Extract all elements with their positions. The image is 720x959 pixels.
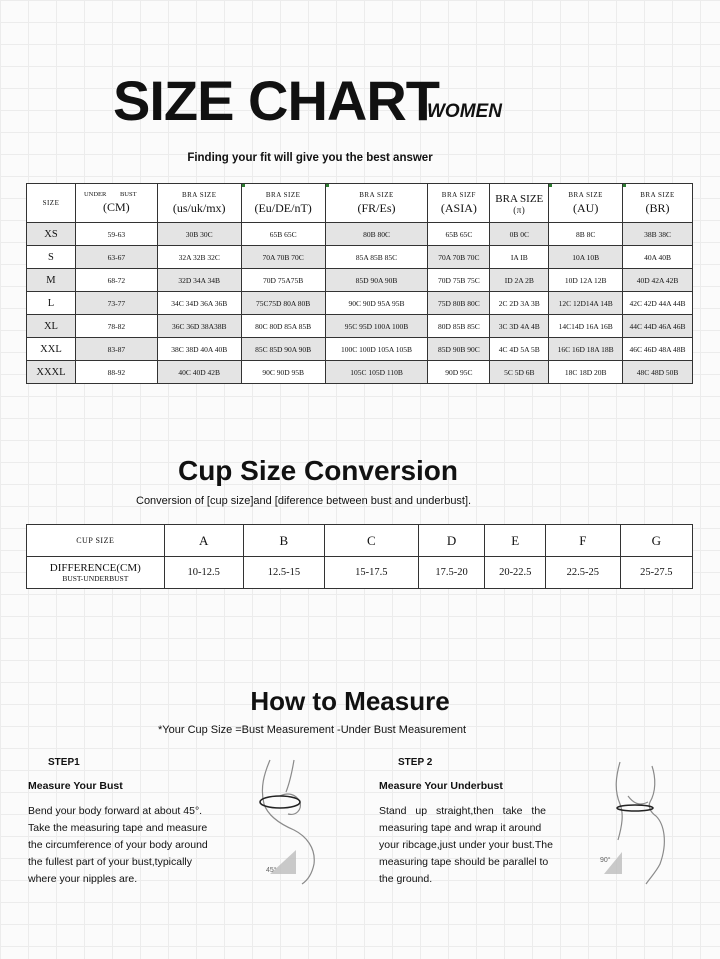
size-cell-us: 30B 30C — [157, 223, 241, 246]
size-cell-au: 18C 18D 20B — [549, 361, 623, 384]
how-to-measure-subtitle: *Your Cup Size =Bust Measurement -Under Bust Measurement — [158, 724, 467, 736]
size-label: XL — [27, 315, 76, 338]
header-size: SIZE — [27, 184, 76, 223]
cup-letter: B — [243, 525, 324, 557]
cup-letter: G — [620, 525, 692, 557]
size-cell-us: 36C 36D 38A38B — [157, 315, 241, 338]
difference-value: 22.5-25 — [546, 557, 620, 589]
cup-conversion-subtitle: Conversion of [cup size]and [diference between bust and underbust]. — [136, 495, 472, 507]
size-cell-it: 5C 5D 6B — [490, 361, 549, 384]
size-cell-au: 14C14D 16A 16B — [549, 315, 623, 338]
cup-letter: D — [418, 525, 485, 557]
size-cell-asia: 75D 80B 80C — [428, 292, 490, 315]
size-cell-underbust: 83-87 — [75, 338, 157, 361]
header-bra-us: BRA SIZE (us/uk/mx) — [157, 184, 241, 223]
size-cell-fr: 85A 85B 85C — [325, 246, 428, 269]
bust-measure-illustration — [250, 752, 340, 887]
size-table — [26, 183, 693, 384]
cup-size-label: CUP SIZE — [27, 525, 165, 557]
step2-label: STEP 2 — [398, 757, 433, 768]
size-cell-au: 16C 16D 18A 18B — [549, 338, 623, 361]
difference-row — [27, 557, 693, 589]
size-cell-us: 38C 38D 40A 40B — [157, 338, 241, 361]
cup-size-row — [27, 525, 693, 557]
size-cell-eu: 85C 85D 90A 90B — [241, 338, 325, 361]
size-cell-underbust: 73-77 — [75, 292, 157, 315]
size-cell-au: 12C 12D14A 14B — [549, 292, 623, 315]
size-cell-underbust: 63-67 — [75, 246, 157, 269]
size-cell-eu: 90C 90D 95B — [241, 361, 325, 384]
header-bra-au: BRA SIZE (AU) — [549, 184, 623, 223]
size-cell-asia: 65B 65C — [428, 223, 490, 246]
underbust-measure-illustration — [590, 752, 700, 887]
size-table-header — [27, 184, 693, 223]
header-bra-asia: BRA SIZF (ASIA) — [428, 184, 490, 223]
size-cell-eu: 70A 70B 70C — [241, 246, 325, 269]
size-cell-br: 48C 48D 50B — [623, 361, 693, 384]
size-cell-it: 3C 3D 4A 4B — [490, 315, 549, 338]
size-cell-asia: 70A 70B 70C — [428, 246, 490, 269]
size-cell-it: 0B 0C — [490, 223, 549, 246]
size-label: S — [27, 246, 76, 269]
size-cell-asia: 90D 95C — [428, 361, 490, 384]
step1-label: STEP1 — [48, 757, 80, 768]
step1-heading: Measure Your Bust — [28, 780, 123, 792]
size-cell-br: 38B 38C — [623, 223, 693, 246]
size-label: XXL — [27, 338, 76, 361]
size-cell-au: 10A 10B — [549, 246, 623, 269]
angle-label: 90° — [600, 857, 611, 864]
size-cell-it: IA IB — [490, 246, 549, 269]
difference-value: 15-17.5 — [325, 557, 419, 589]
size-cell-fr: 100C 100D 105A 105B — [325, 338, 428, 361]
size-cell-br: 42C 42D 44A 44B — [623, 292, 693, 315]
size-cell-eu: 70D 75A75B — [241, 269, 325, 292]
size-cell-br: 46C 46D 48A 48B — [623, 338, 693, 361]
size-cell-us: 40C 40D 42B — [157, 361, 241, 384]
size-cell-au: 8B 8C — [549, 223, 623, 246]
header-bra-eu: BRA SIZE (Eu/DE/nT) — [241, 184, 325, 223]
cup-letter: A — [164, 525, 243, 557]
how-to-measure-title: How to Measure — [250, 686, 450, 716]
size-cell-asia: 80D 85B 85C — [428, 315, 490, 338]
tape-line — [260, 796, 300, 808]
cup-letter: E — [485, 525, 546, 557]
size-cell-eu: 80C 80D 85A 85B — [241, 315, 325, 338]
tagline: Finding your fit will give you the best answer — [187, 152, 433, 164]
size-cell-underbust: 68-72 — [75, 269, 157, 292]
size-cell-fr: 105C 105D 110B — [325, 361, 428, 384]
difference-value: 10-12.5 — [164, 557, 243, 589]
size-cell-underbust: 78-82 — [75, 315, 157, 338]
size-cell-fr: 85D 90A 90B — [325, 269, 428, 292]
size-row — [27, 361, 693, 384]
size-row — [27, 223, 693, 246]
size-row — [27, 269, 693, 292]
size-cell-it: 4C 4D 5A 5B — [490, 338, 549, 361]
size-cell-fr: 90C 90D 95A 95B — [325, 292, 428, 315]
size-cell-us: 34C 34D 36A 36B — [157, 292, 241, 315]
size-cell-fr: 95C 95D 100A 100B — [325, 315, 428, 338]
step2-heading: Measure Your Underbust — [379, 780, 503, 792]
size-cell-fr: 80B 80C — [325, 223, 428, 246]
difference-value: 17.5-20 — [418, 557, 485, 589]
size-row — [27, 292, 693, 315]
tape-line — [617, 805, 653, 811]
difference-value: 20-22.5 — [485, 557, 546, 589]
size-cell-underbust: 88-92 — [75, 361, 157, 384]
size-cell-eu: 65B 65C — [241, 223, 325, 246]
size-cell-asia: 70D 75B 75C — [428, 269, 490, 292]
header-bra-fr: BRA SIZE (FR/Es) — [325, 184, 428, 223]
size-row — [27, 338, 693, 361]
size-cell-br: 40D 42A 42B — [623, 269, 693, 292]
header-bra-br: BRA SIZE (BR) — [623, 184, 693, 223]
size-label: M — [27, 269, 76, 292]
size-row — [27, 315, 693, 338]
step1-instructions: Bend your body forward at about 45°. Take the measuring tape and measure the circumference of your body around the fullest part of your bust,typically where your nipples are. — [28, 805, 208, 885]
size-cell-br: 44C 44D 46A 46B — [623, 315, 693, 338]
size-cell-us: 32A 32B 32C — [157, 246, 241, 269]
cup-conversion-title: Cup Size Conversion — [177, 455, 459, 486]
size-cell-underbust: 59-63 — [75, 223, 157, 246]
size-label: L — [27, 292, 76, 315]
size-cell-it: ID 2A 2B — [490, 269, 549, 292]
difference-value: 25-27.5 — [620, 557, 692, 589]
header-underbust: UNDER BUST (CM) — [75, 184, 157, 223]
difference-label: DIFFERENCE(CM) BUST-UNDERBUST — [27, 557, 165, 589]
size-cell-it: 2C 2D 3A 3B — [490, 292, 549, 315]
difference-value: 12.5-15 — [243, 557, 324, 589]
angle-label: 45° — [266, 867, 277, 874]
cup-letter: C — [325, 525, 419, 557]
page-subtitle: WOMEN — [427, 101, 502, 122]
size-cell-br: 40A 40B — [623, 246, 693, 269]
size-label: XXXL — [27, 361, 76, 384]
cup-table — [26, 524, 693, 589]
size-cell-asia: 85D 90B 90C — [428, 338, 490, 361]
cup-letter: F — [546, 525, 620, 557]
header-bra-it: BRA SIZE (π) — [490, 184, 549, 223]
size-label: XS — [27, 223, 76, 246]
size-cell-eu: 75C75D 80A 80B — [241, 292, 325, 315]
size-cell-us: 32D 34A 34B — [157, 269, 241, 292]
size-row — [27, 246, 693, 269]
step2-instructions: Stand up straight,then take the measuring tape and wrap it around your ribcage,just under your bust.The measuring tape should be parallel to the ground. — [379, 805, 553, 885]
size-cell-au: 10D 12A 12B — [549, 269, 623, 292]
page-title: SIZE CHART — [113, 69, 439, 132]
